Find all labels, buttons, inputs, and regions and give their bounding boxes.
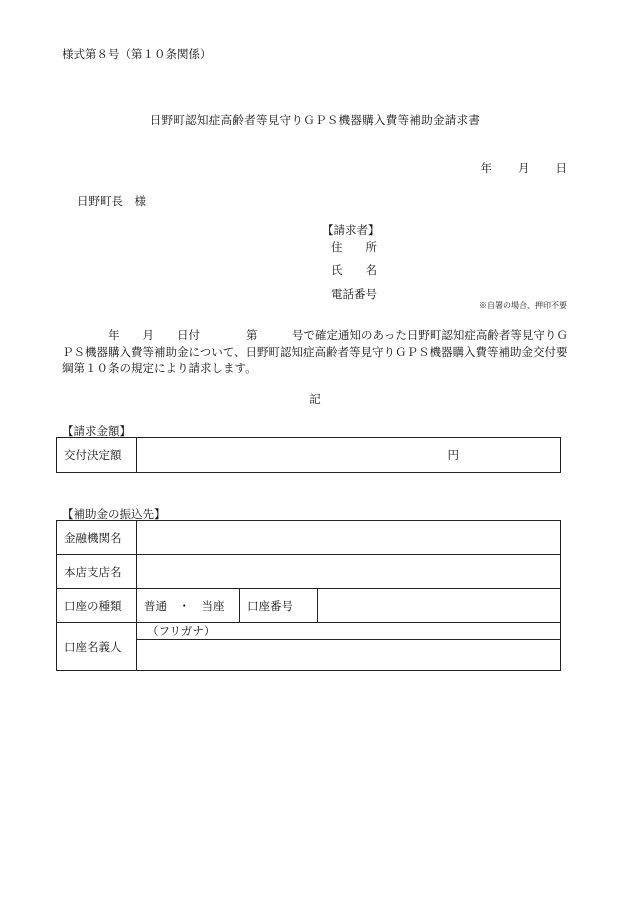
yen-unit: 円 bbox=[447, 448, 459, 462]
date-year-label: 年 bbox=[480, 161, 492, 175]
account-type-options[interactable]: 普通 ・ 当座 bbox=[137, 589, 240, 623]
account-number-label: 口座番号 bbox=[240, 589, 318, 623]
date-line bbox=[481, 160, 568, 176]
claim-amount-section-title: 【請求金額】 bbox=[62, 424, 131, 438]
form-number: 様式第８号（第１０条関係） bbox=[62, 47, 212, 61]
branch-field[interactable] bbox=[137, 555, 561, 589]
amount-field[interactable] bbox=[137, 438, 561, 473]
date-month-label: 月 bbox=[518, 161, 530, 175]
claimant-phone-label: 電話番号 bbox=[331, 287, 377, 301]
branch-label: 本店支店名 bbox=[57, 555, 137, 589]
holder-name-field[interactable] bbox=[137, 640, 561, 671]
furigana-label: （フリガナ） bbox=[147, 624, 216, 638]
claimant-address-label: 住 所 bbox=[331, 240, 377, 254]
seal-note: ※自署の場合、押印不要 bbox=[479, 301, 567, 310]
addressee: 日野町長 様 bbox=[77, 194, 146, 208]
account-type-label: 口座の種類 bbox=[57, 589, 137, 623]
ki-heading: 記 bbox=[309, 392, 321, 406]
claim-body-text: 年 月 日付 第 号で確定通知のあった日野町認知症高齢者等見守りＧＰＳ機器購入費等補助金について、日野町認知症高齢者等見守りＧＰＳ機器購入費等補助金交付要綱第１０条の規定により請求します。 bbox=[62, 328, 568, 375]
institution-field[interactable] bbox=[137, 521, 561, 555]
date-day-label: 日 bbox=[555, 161, 567, 175]
bank-section-title: 【補助金の振込先】 bbox=[62, 507, 166, 521]
document-title: 日野町認知症高齢者等見守りＧＰＳ機器購入費等補助金請求書 bbox=[149, 113, 481, 127]
bank-table bbox=[56, 520, 561, 671]
holder-label: 口座名義人 bbox=[57, 623, 137, 671]
amount-label: 交付決定額 bbox=[57, 438, 137, 473]
furigana-field[interactable] bbox=[137, 623, 561, 640]
claim-amount-table bbox=[56, 437, 561, 473]
claimant-name-label: 氏 名 bbox=[331, 263, 377, 277]
account-number-field[interactable] bbox=[318, 589, 561, 623]
institution-label: 金融機関名 bbox=[57, 521, 137, 555]
claimant-heading: 【請求者】 bbox=[322, 223, 380, 237]
